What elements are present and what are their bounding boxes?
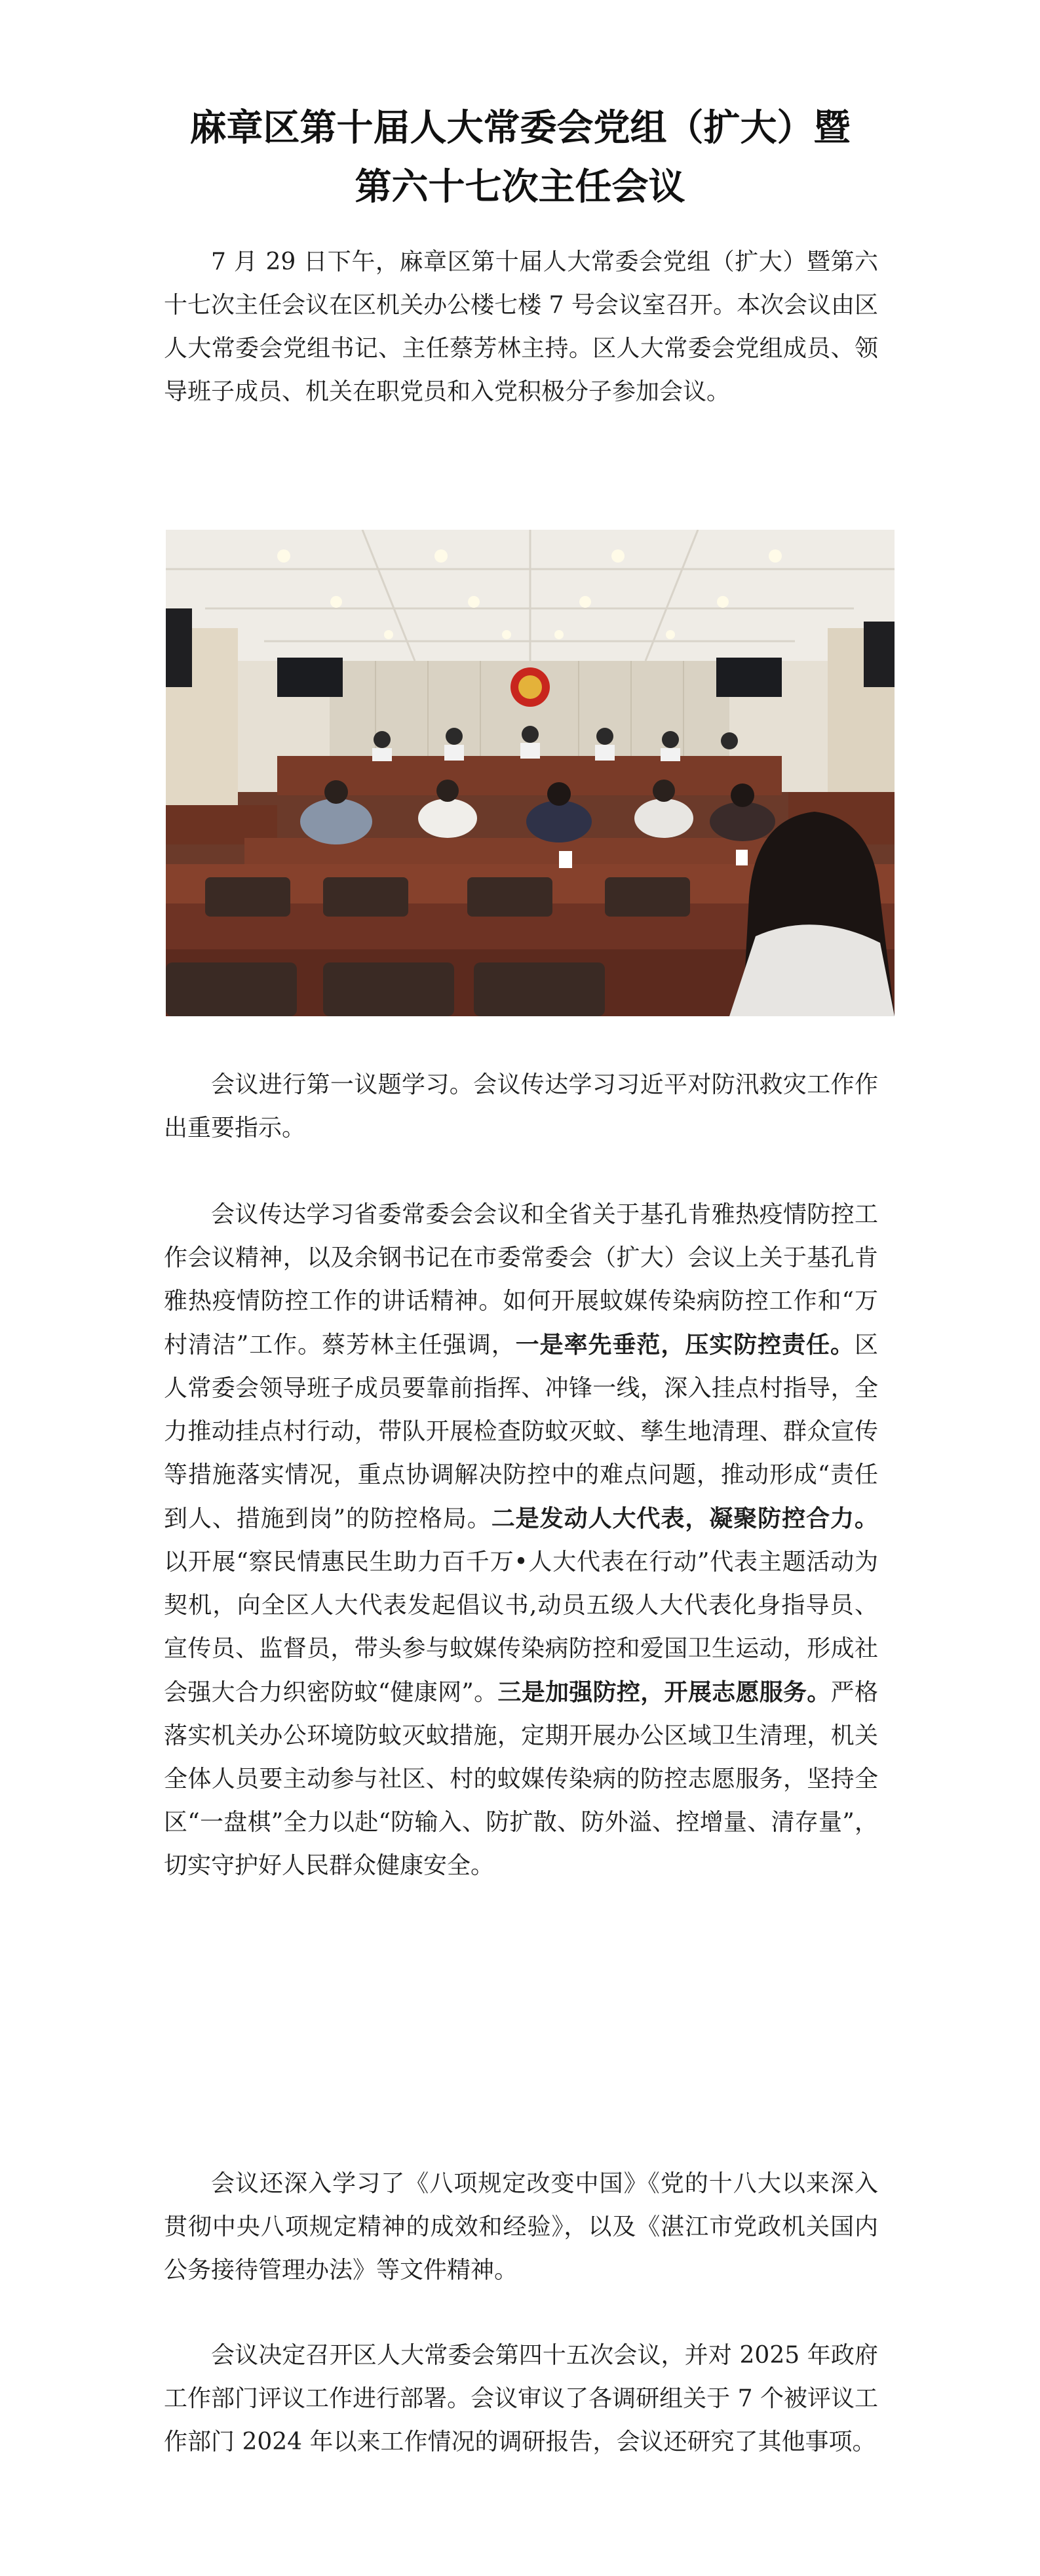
- paragraph-first-topic: 会议进行第一议题学习。会议传达学习习近平对防汛救灾工作作出重要指示。: [164, 1071, 878, 1141]
- intro-paragraph: 7 月 29 日下午，麻章区第十届人大常委会党组（扩大）暨第六十七次主任会议在区机关办公楼七楼 7 号会议室召开。本次会议由区人大常委会党组书记、主任蔡芳林主持。区人大常委会党组成员、领导班子成员、机关在职党员和入党积极分子参加会议。: [164, 248, 878, 405]
- title-line-1: 麻章区第十届人大常委会党组（扩大）暨: [189, 106, 851, 149]
- p3-highlight-2: 二是发动人大代表，凝聚防控合力。: [491, 1505, 878, 1532]
- title-line-2: 第六十七次主任会议: [355, 165, 685, 208]
- paragraph-study-documents: 会议还深入学习了《八项规定改变中国》《党的十八大以来深入贯彻中央八项规定精神的成效和经验》，以及《湛江市党政机关国内公务接待管理办法》等文件精神。: [164, 2170, 878, 2284]
- p3-text-3: 以开展“察民情惠民生助力百千万•人大代表在行动”代表主题活动为契机，向全区人大代表发起倡议书,动员五级人大代表化身指导员、宣传员、监督员，带头参与蚊媒传染病防控和爱国卫生运动，形成社会强大合力织密防蚊“健康网”。: [164, 1549, 878, 1706]
- paragraph-decisions: 会议决定召开区人大常委会第四十五次会议，并对 2025 年政府工作部门评议工作进行部署。会议审议了各调研组关于 7 个被评议工作部门 2024 年以来工作情况的调研报告，会议还研究了其他事项。: [164, 2342, 878, 2455]
- paragraph-epidemic-control: [164, 1193, 878, 1888]
- p3-text-1: 会议传达学习省委常委会会议和全省关于基孔肯雅热疫情防控工作会议精神，以及余钢书记在市委常委会（扩大）会议上关于基孔肯雅热疫情防控工作的讲话精神。如何开展蚊媒传染病防控工作和“万村清洁”工作。蔡芳林主任强调，: [164, 1201, 878, 1358]
- p3-text-2: 区人常委会领导班子成员要靠前指挥、冲锋一线，深入挂点村指导，全力推动挂点村行动，带队开展检查防蚊灭蚊、孳生地清理、群众宣传等措施落实情况，重点协调解决防控中的难点问题，推动形成“责任到人、措施到岗”的防控格局。: [164, 1332, 878, 1532]
- article-title: [131, 98, 909, 216]
- p3-highlight-3: 三是加强防控，开展志愿服务。: [497, 1678, 831, 1706]
- meeting-photo: [166, 530, 895, 1016]
- p3-highlight-1: 一是率先垂范，压实防控责任。: [515, 1331, 855, 1358]
- p3-text-4: 严格落实机关办公环境防蚊灭蚊措施，定期开展办公区域卫生清理，机关全体人员要主动参与社区、村的蚊媒传染病的防控志愿服务，坚持全区“一盘棋”全力以赴“防输入、防扩散、防外溢、控增量、清存量”，切实守护好人民群众健康安全。: [164, 1679, 878, 1879]
